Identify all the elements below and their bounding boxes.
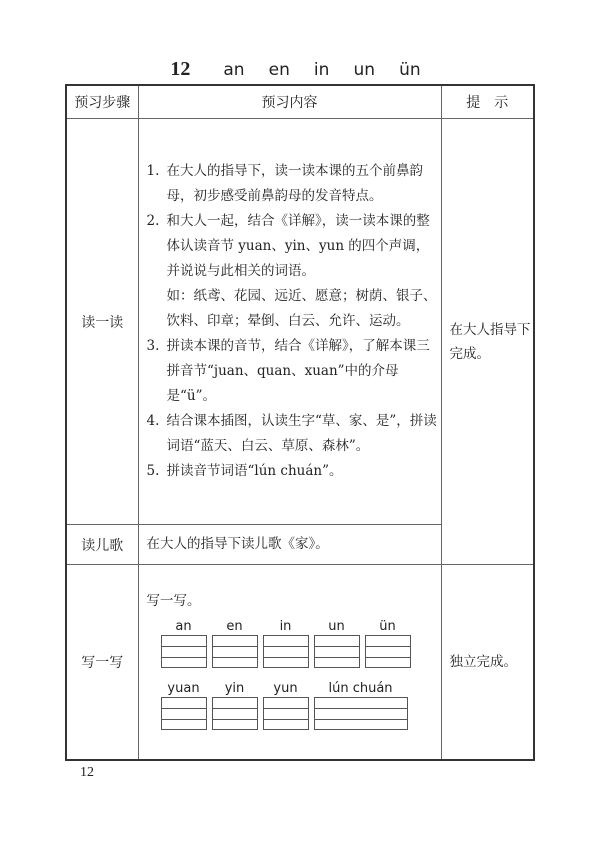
header-content: 预习内容 (138, 85, 441, 119)
writing-cell[interactable]: yuan (161, 681, 207, 730)
write-cell (138, 565, 441, 761)
writing-grid-row-1 (161, 619, 416, 668)
lesson-number: 12 (170, 58, 191, 80)
writing-cell[interactable]: yun (263, 681, 309, 730)
title-pinyin: en (268, 60, 290, 80)
content-cell (138, 119, 441, 525)
title-pinyin: ün (399, 60, 421, 80)
list-item: 4. 结合课本插图，认读生字“草、家、是”，拼读词语“蓝天、白云、草原、森林”。 (146, 413, 437, 454)
task-list (147, 159, 441, 484)
table-row-read (66, 119, 534, 525)
hint-cell: 独立完成。 (441, 565, 534, 761)
list-item: 5. 拼读音节词语“lún chuán”。 (146, 463, 343, 479)
title-pinyin: an (223, 60, 245, 80)
header-step: 预习步骤 (66, 85, 138, 119)
lesson-title (0, 58, 600, 81)
hint-cell: 在大人指导下完成。 (441, 119, 534, 565)
writing-cell[interactable]: an (161, 619, 207, 668)
title-pinyin: in (313, 60, 330, 80)
step-label: 写一写 (66, 565, 138, 761)
title-pinyin: un (353, 60, 376, 80)
writing-grid-row-2 (161, 681, 413, 730)
step-label: 读一读 (66, 119, 138, 525)
writing-cell[interactable]: lún chuán (314, 681, 408, 730)
write-label: 写一写。 (146, 593, 201, 609)
writing-cell[interactable]: en (212, 619, 258, 668)
content-cell: 在大人的指导下读儿歌《家》。 (138, 525, 441, 565)
list-item: 1. 在大人的指导下，读一读本课的五个前鼻韵母，初步感受前鼻韵母的发音特点。 (146, 163, 423, 204)
writing-cell[interactable]: ün (365, 619, 411, 668)
list-item: 3. 拼读本课的音节，结合《详解》，了解本课三拼音节“juan、quan、xuan”中的介母是“ü”。 (146, 338, 430, 404)
writing-cell[interactable]: yin (212, 681, 258, 730)
writing-cell[interactable]: in (263, 619, 309, 668)
header-hint: 提 示 (441, 85, 534, 119)
list-item: 如：纸鸢、花园、远近、愿意；树荫、银子、饮料、印章；晕倒、白云、允许、运动。 (166, 288, 437, 329)
writing-cell[interactable]: un (314, 619, 360, 668)
table-row-write (66, 565, 534, 761)
step-label: 读儿歌 (66, 525, 138, 565)
page-number: 12 (80, 765, 94, 780)
preview-table (65, 84, 535, 761)
list-item: 2. 和大人一起，结合《详解》，读一读本课的整体认读音节 yuan、yin、yun 的四个声调，并说说与此相关的词语。 (146, 213, 430, 279)
header-row (66, 85, 534, 119)
